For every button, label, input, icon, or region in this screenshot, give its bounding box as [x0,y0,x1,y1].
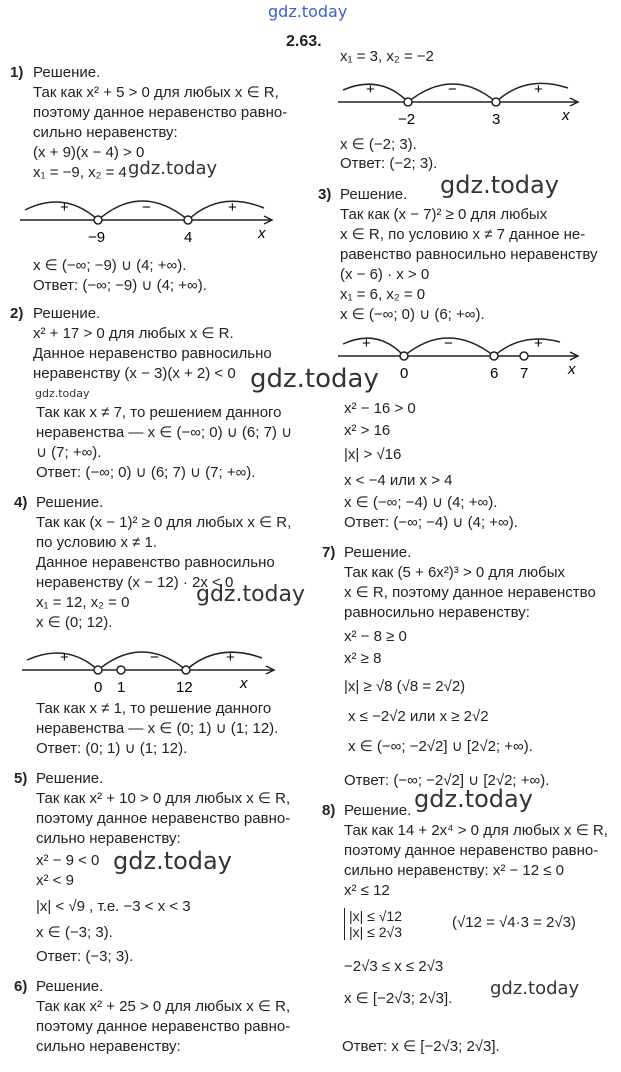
sign-plus: + [60,199,69,216]
p7-line: x ∈ R, поэтому данное неравенство [344,584,596,601]
p8-line: Так как 14 + 2x⁴ > 0 для любых x ∈ R, [344,822,608,839]
p8-number: 8) [322,802,336,819]
p8-line: поэтому данное неравенство равно- [344,842,599,859]
p5-line: x ∈ (−3; 3). [36,924,113,941]
p5-heading: Решение. [36,770,104,787]
sign-minus: − [150,649,159,666]
p1-result: x ∈ (−∞; −9) ∪ (4; +∞). [33,257,187,274]
p7-line: |x| ≥ √8 (√8 = 2√2) [344,678,466,695]
p7-heading: Решение. [344,544,412,561]
p1-answer: Ответ: (−∞; −9) ∪ (4; +∞). [33,277,207,294]
sign-minus: − [444,335,453,352]
p4-line: x ∈ (0; 12). [36,614,113,631]
p2-line: Данное неравенство равносильно [33,345,272,362]
exercise-number: 2.63. [286,33,322,50]
point-label: 12 [176,679,193,696]
sign-plus: + [226,649,235,666]
p7-line: x² ≥ 8 [344,650,382,667]
p1-line: (x + 9)(x − 4) > 0 [33,144,145,161]
p7-line: x ≤ −2√2 или x ≥ 2√2 [348,708,489,725]
p2-line: неравенству (x − 3)(x + 2) < 0 [33,365,236,382]
point-label: 4 [184,229,193,246]
p7-answer: Ответ: (−∞; −2√2] ∪ [2√2; +∞). [344,772,550,789]
p8-system-line: |x| ≤ √12 [349,908,402,924]
p2-line: x² + 17 > 0 для любых x ∈ R. [33,325,234,342]
p5-answer: Ответ: (−3; 3). [36,948,134,965]
p3-answer: Ответ: (−∞; −4) ∪ (4; +∞). [344,514,518,531]
p4-result: неравенства — x ∈ (0; 1) ∪ (1; 12). [36,720,279,737]
p5-number: 5) [14,770,28,787]
point-label: −2 [398,111,416,128]
p5-line: Так как x² + 10 > 0 для любых x ∈ R, [36,790,291,807]
p8-system-line: |x| ≤ 2√3 [349,924,402,940]
sign-plus: + [228,199,237,216]
p4-result: Так как x ≠ 1, то решение данного [36,700,272,717]
p7-line: равносильно неравенству: [344,604,530,621]
p6-line: сильно неравенству: [36,1038,181,1055]
p4-line: по условию x ≠ 1. [36,534,158,551]
p3-line: Так как (x − 7)² ≥ 0 для любых [340,206,548,223]
watermark: gdz.today [414,785,533,813]
p3-line: (x − 6) · x > 0 [340,266,430,283]
p1-line: Так как x² + 5 > 0 для любых x ∈ R, [33,84,279,101]
watermark: gdz.today [490,978,580,999]
p4-heading: Решение. [36,494,104,511]
watermark: gdz.today [440,171,559,199]
p3-line: x² > 16 [344,422,391,439]
p6-line: Так как x² + 25 > 0 для любых x ∈ R, [36,998,291,1015]
axis-label: x [240,675,248,692]
p1-line: поэтому данное неравенство равно- [33,104,288,121]
p1-number-line [20,190,280,250]
p2-line: Так как x ≠ 7, то решением данного [36,404,282,421]
p5-line: сильно неравенству: [36,830,181,847]
p1-line: сильно неравенству: [33,124,178,141]
sign-plus: + [362,335,371,352]
p5-line: x² < 9 [36,872,74,889]
point-label: 3 [492,111,501,128]
point-label: 7 [520,365,529,382]
small-watermark: gdz.today [35,387,90,400]
axis-label: x [258,225,266,242]
point-label: 1 [117,679,126,696]
sign-plus: + [60,649,69,666]
p4-number: 4) [14,494,28,511]
p8-line: сильно неравенству: x² − 12 ≤ 0 [344,862,565,879]
p4-line: Данное неравенство равносильно [36,554,275,571]
p8-note: (√12 = √4·3 = 2√3) [452,914,576,931]
p7-line: x ∈ (−∞; −2√2] ∪ [2√2; +∞). [348,738,533,755]
p3-line: x₁ = 6, x₂ = 0 [340,286,426,303]
sign-plus: + [534,81,543,98]
p3-line: x ∈ (−∞; −4) ∪ (4; +∞). [344,494,498,511]
p4-line: Так как (x − 1)² ≥ 0 для любых x ∈ R, [36,514,292,531]
point-label: 6 [490,365,499,382]
sign-plus: + [534,335,543,352]
p3-line: равенство равносильно неравенству [340,246,598,263]
sign-plus: + [366,81,375,98]
right-roots: x₁ = 3, x₂ = −2 [340,48,434,65]
p2-heading: Решение. [33,305,101,322]
right-answer: Ответ: (−2; 3). [340,155,438,172]
point-label: 0 [94,679,103,696]
p3-line: x ∈ (−∞; 0) ∪ (6; +∞). [340,306,485,323]
watermark: gdz.today [113,847,232,875]
p3-line: x² − 16 > 0 [344,400,416,417]
p6-heading: Решение. [36,978,104,995]
p4-line: x₁ = 12, x₂ = 0 [36,594,130,611]
sign-minus: − [142,199,151,216]
watermark: gdz.today [196,582,306,607]
p2-answer: Ответ: (−∞; 0) ∪ (6; 7) ∪ (7; +∞). [36,464,256,481]
p8-line: x² ≤ 12 [344,882,390,899]
watermark: gdz.today [250,364,379,394]
axis-label: x [568,361,576,378]
p8-line: x ∈ [−2√3; 2√3]. [344,990,453,1007]
p6-number: 6) [14,978,28,995]
p8-system [344,908,402,940]
p5-line: x² − 9 < 0 [36,852,100,869]
p5-line: |x| < √9 , т.е. −3 < x < 3 [36,898,191,915]
p3-line: x ∈ R, по условию x ≠ 7 данное не- [340,226,586,243]
p7-number: 7) [322,544,336,561]
p3-line: |x| > √16 [344,446,402,463]
point-label: −9 [88,229,106,246]
top-number-line [338,72,588,130]
p4-number-line [22,640,282,700]
p6-line: поэтому данное неравенство равно- [36,1018,291,1035]
p4-answer: Ответ: (0; 1) ∪ (1; 12). [36,740,188,757]
p2-line: ∪ (7; +∞). [36,444,102,461]
p3-line: x < −4 или x > 4 [344,472,453,489]
axis-label: x [562,107,570,124]
p4-line: неравенству (x − 12) · 2x < 0 [36,574,234,591]
p5-line: поэтому данное неравенство равно- [36,810,291,827]
p8-heading: Решение. [344,802,412,819]
watermark: gdz.today [128,158,218,179]
p7-line: Так как (5 + 6x²)³ > 0 для любых [344,564,566,581]
p8-answer: Ответ: x ∈ [−2√3; 2√3]. [342,1038,500,1055]
p3-number: 3) [318,186,332,203]
point-label: 0 [400,365,409,382]
p3-heading: Решение. [340,186,408,203]
p1-heading: Решение. [33,64,101,81]
p2-number: 2) [10,305,24,322]
right-result: x ∈ (−2; 3). [340,136,417,153]
p2-line: неравенства — x ∈ (−∞; 0) ∪ (6; 7) ∪ [36,424,293,441]
p1-number: 1) [10,64,24,81]
p1-line: x₁ = −9, x₂ = 4 [33,164,127,181]
p8-line: −2√3 ≤ x ≤ 2√3 [344,958,444,975]
sign-minus: − [448,81,457,98]
p7-line: x² − 8 ≥ 0 [344,628,407,645]
header-watermark: gdz.today [268,2,348,21]
